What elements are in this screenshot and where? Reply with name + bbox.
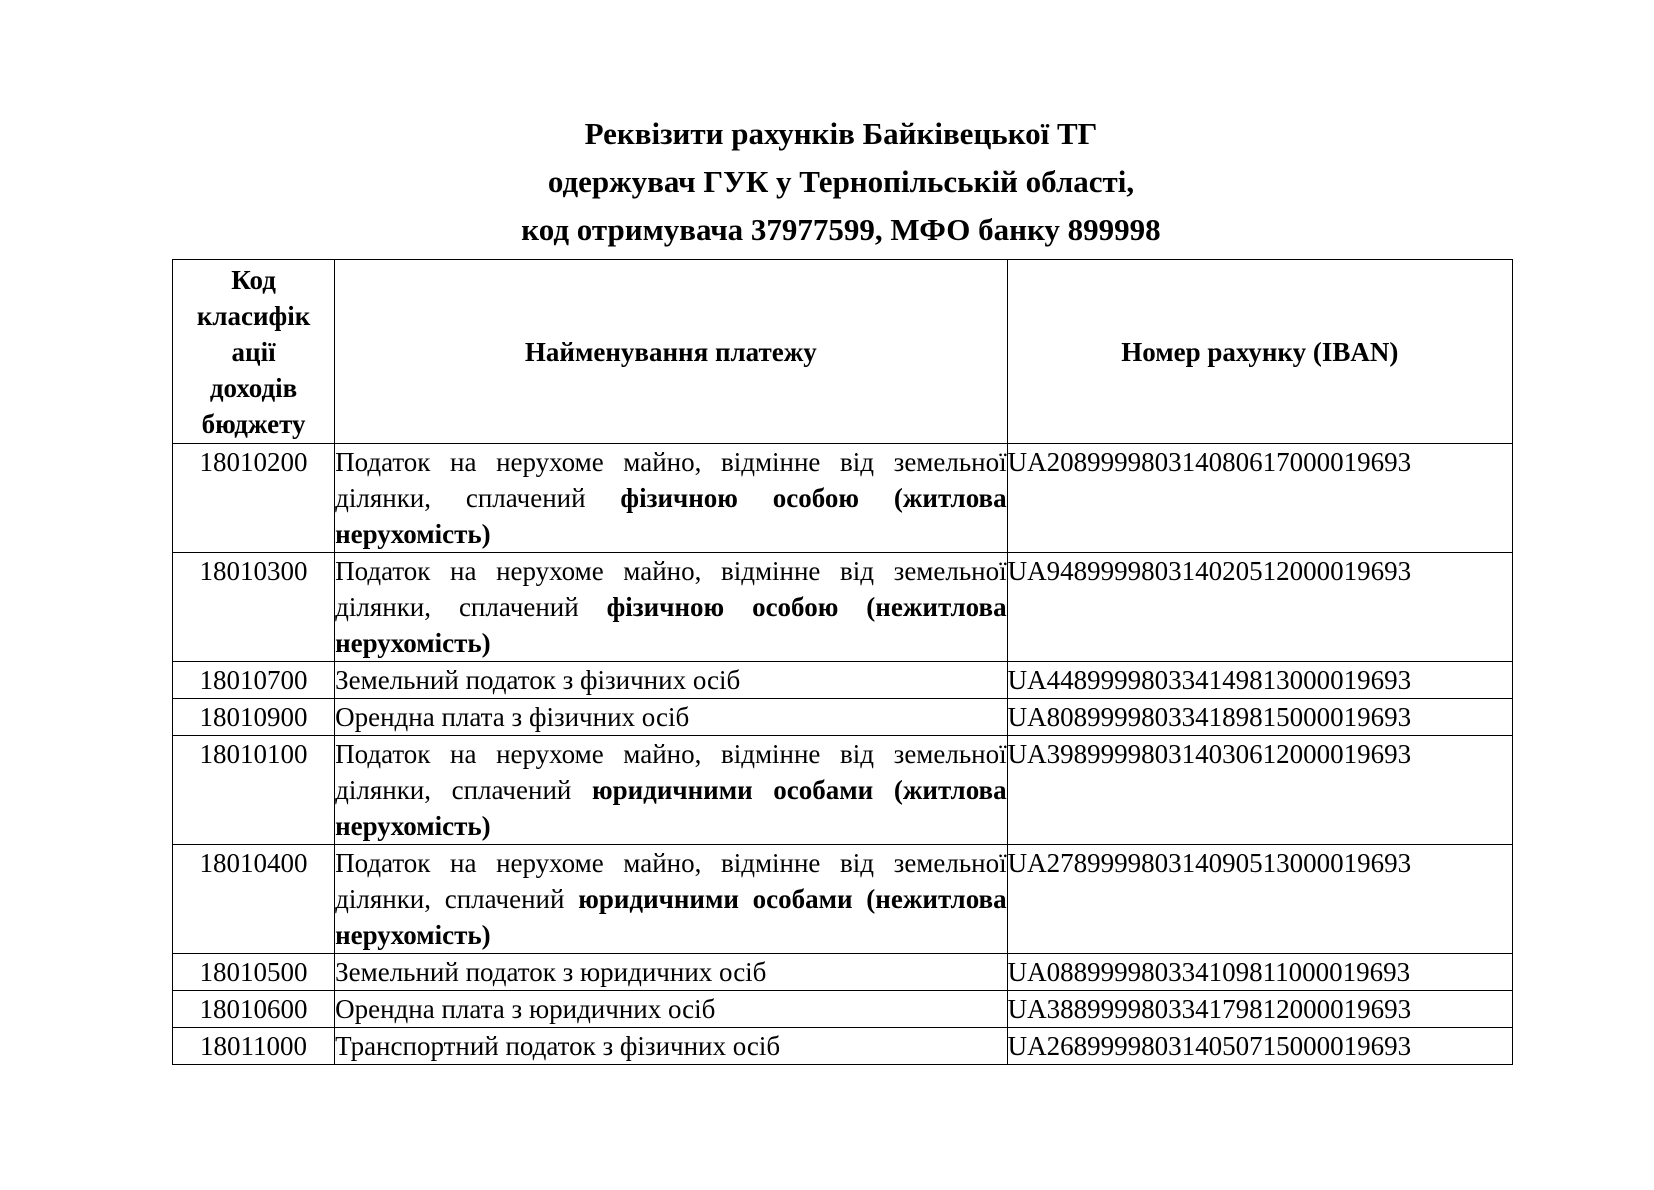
row-code: 18010600 — [173, 991, 335, 1028]
row-payment-name — [335, 444, 1008, 553]
row-code: 18010400 — [173, 845, 335, 954]
table-row — [173, 954, 1513, 991]
row-payment-name — [335, 662, 1008, 699]
row-code: 18010500 — [173, 954, 335, 991]
table-row — [173, 1028, 1513, 1065]
title-line-3: код отримувача 37977599, МФО банку 899998 — [521, 212, 1161, 247]
row-code: 18010100 — [173, 736, 335, 845]
row-iban: UA278999980314090513000019693 — [1007, 845, 1512, 954]
row-name-bold: юридичними особами (житлова нерухомість) — [335, 775, 1007, 841]
header-code-line: доходів — [209, 372, 298, 403]
table-row — [173, 736, 1513, 845]
header-code-line: Код — [231, 264, 276, 295]
row-iban: UA088999980334109811000019693 — [1007, 954, 1512, 991]
header-code-line: ації — [231, 336, 276, 367]
accounts-table — [172, 259, 1513, 1065]
header-account-iban: Номер рахунку (IBAN) — [1007, 260, 1512, 444]
row-iban: UA448999980334149813000019693 — [1007, 662, 1512, 699]
header-code-line: класифік — [196, 300, 311, 331]
row-iban: UA268999980314050715000019693 — [1007, 1028, 1512, 1065]
row-name-plain: Земельний податок з фізичних осіб — [335, 665, 741, 695]
row-name-bold: юридичними особами (нежитлова нерухомість) — [335, 884, 1007, 950]
row-code: 18010300 — [173, 553, 335, 662]
row-name-plain: Податок на нерухоме майно, відмінне від земельної ділянки, сплачений — [335, 556, 1007, 622]
title-line-2: одержувач ГУК у Тернопільській області, — [547, 164, 1135, 199]
header-code-line: бюджету — [201, 408, 306, 439]
row-name-plain: Податок на нерухоме майно, відмінне від земельної ділянки, сплачений — [335, 848, 1007, 914]
row-iban: UA388999980334179812000019693 — [1007, 991, 1512, 1028]
table-row — [173, 662, 1513, 699]
row-name-plain: Транспортний податок з фізичних осіб — [335, 1031, 781, 1061]
header-payment-name: Найменування платежу — [335, 260, 1008, 444]
document-title — [172, 110, 1510, 254]
row-iban: UA208999980314080617000019693 — [1007, 444, 1512, 553]
row-name-plain: Орендна плата з юридичних осіб — [335, 994, 716, 1024]
row-payment-name — [335, 845, 1008, 954]
row-payment-name — [335, 1028, 1008, 1065]
row-iban: UA398999980314030612000019693 — [1007, 736, 1512, 845]
row-name-plain: Податок на нерухоме майно, відмінне від земельної ділянки, сплачений — [335, 739, 1007, 805]
table-row — [173, 699, 1513, 736]
row-code: 18010900 — [173, 699, 335, 736]
row-payment-name — [335, 736, 1008, 845]
row-payment-name — [335, 954, 1008, 991]
row-name-plain: Земельний податок з юридичних осіб — [335, 957, 767, 987]
table-header-row — [173, 260, 1513, 444]
table-row — [173, 991, 1513, 1028]
table-row — [173, 845, 1513, 954]
row-code: 18010200 — [173, 444, 335, 553]
row-payment-name — [335, 991, 1008, 1028]
row-name-bold: фізичною особою (нежитлова нерухомість) — [335, 592, 1007, 658]
table-row — [173, 444, 1513, 553]
row-payment-name — [335, 553, 1008, 662]
row-iban: UA808999980334189815000019693 — [1007, 699, 1512, 736]
row-code: 18011000 — [173, 1028, 335, 1065]
row-iban: UA948999980314020512000019693 — [1007, 553, 1512, 662]
row-name-plain: Податок на нерухоме майно, відмінне від земельної ділянки, сплачений — [335, 447, 1007, 513]
header-classification-code — [173, 260, 335, 444]
title-line-1: Реквізити рахунків Байківецької ТГ — [584, 116, 1098, 151]
row-name-bold: фізичною особою (житлова нерухомість) — [335, 483, 1007, 549]
row-name-plain: Орендна плата з фізичних осіб — [335, 702, 690, 732]
row-code: 18010700 — [173, 662, 335, 699]
row-payment-name — [335, 699, 1008, 736]
table-row — [173, 553, 1513, 662]
